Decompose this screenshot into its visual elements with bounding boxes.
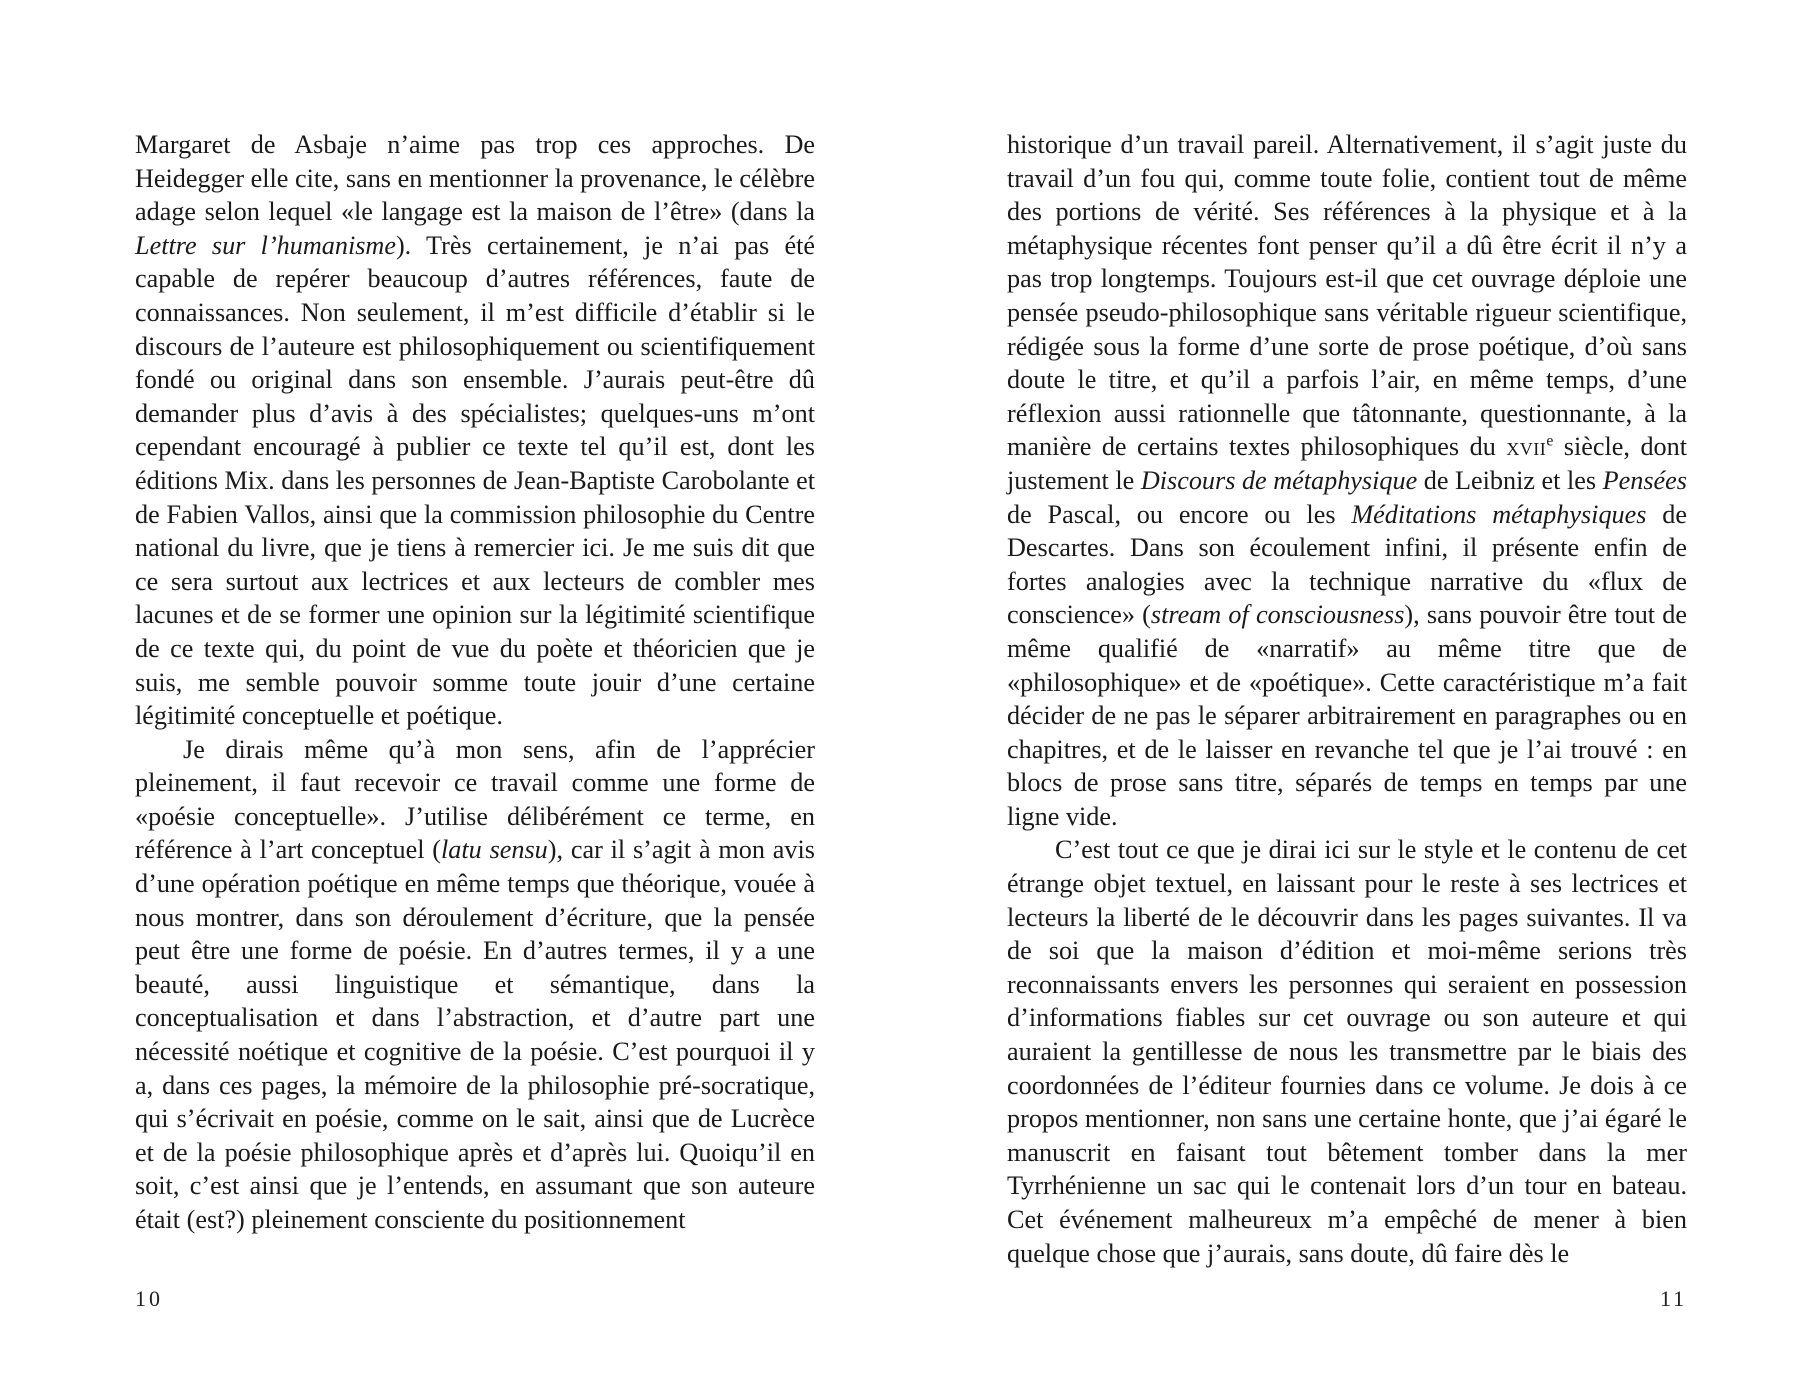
right-page-body: [1007, 128, 1687, 1270]
italic-title: Discours de métaphysique: [1140, 465, 1418, 495]
right-page: [1007, 128, 1687, 1270]
text-run: ), car il s’agit à mon avis d’une opération poétique en même temps que théorique, vouée à nous montrer, dans son déroulement d’écriture, que la pensée peut être une forme de poésie. En d’autres termes, il y a une beauté, aussi linguistique et sémantique, dans la conceptualisation et dans l’abstraction, et d’autre part une nécessité noétique et cognitive de la poésie. C’est pourquoi il y a, dans ces pages, la mémoire de la philosophie pré-socratique, qui s’écrivait en poésie, comme on le sait, ainsi que de Lucrèce et de la poésie philosophique après et d’après lui. Quoiqu’il en soit, c’est ainsi que je l’entends, en assumant que son auteure était (est?) pleinement consciente du positionnement: [135, 835, 815, 1234]
left-paragraph-2: [135, 733, 815, 1237]
text-run: de Pascal, ou encore ou les: [1007, 499, 1352, 529]
text-run: C’est tout ce que je dirai ici sur le style et le contenu de cet étrange objet textuel, en laissant pour le reste à ses lectrices et lecteurs la liberté de le découvrir dans les pages suivantes. Il va de soi que la maison d’édition et moi-même serions très reconnaissants envers les personnes qui seraient en possession d’informations fiables sur cet ouvrage ou son auteure et qui auraient la gentillesse de nous les transmettre par le biais des coordonnées de l’éditeur fournies dans ce volume. Je dois à ce propos mentionner, non sans une certaine honte, que j’ai égaré le manuscrit en faisant tout bêtement tomber dans la mer Tyrrhénienne un sac qui le contenait lors d’un tour en bateau. Cet événement malheureux m’a empêché de mener à bien quelque chose que j’aurais, sans doute, dû faire dès le: [1007, 835, 1687, 1268]
page-number-left: 10: [135, 1286, 163, 1311]
text-run: Margaret de Asbaje n’aime pas trop ces approches. De Heidegger elle cite, sans en mentionner la provenance, le célèbre adage selon lequel «le langage est la maison de l’être» (dans la: [135, 130, 815, 227]
century-numeral: xvii: [1506, 432, 1547, 462]
text-run: siècle, dont justement le: [1007, 432, 1688, 495]
italic-title: Pensées: [1602, 465, 1687, 495]
right-paragraph-1: [1007, 128, 1687, 833]
text-run: ). Très certainement, je n’ai pas été capable de repérer beaucoup d’autres références, faute de connaissances. Non seulement, il m’est difficile d’établir si le discours de l’auteure est philosophiquement ou scientifiquement fondé ou original dans son ensemble. J’aurais peut-être dû demander plus d’avis à des spécialistes; quelques-uns m’ont cependant encouragé à publier ce texte tel qu’il est, dont les éditions Mix. dans les personnes de Jean-Baptiste Carobolante et de Fabien Vallos, ainsi que la commission philosophie du Centre national du livre, que je tiens à remercier ici. Je me suis dit que ce sera surtout aux lectrices et aux lecteurs de combler mes lacunes et de se former une opinion sur la légitimité scientifique de ce texte qui, du point de vue du poète et théoricien que je suis, me semble pouvoir somme toute jouir d’une certaine légitimité conceptuelle et poétique.: [135, 230, 815, 731]
century-superscript: e: [1546, 432, 1554, 450]
italic-phrase: latu sensu: [441, 835, 548, 865]
italic-title: Méditations métaphysiques: [1351, 499, 1647, 529]
text-run: Je dirais même qu’à mon sens, afin de l’apprécier pleinement, il faut recevoir ce travail comme une forme de «poésie conceptuelle». J’utilise délibérément ce terme, en référence à l’art conceptuel (: [135, 734, 815, 865]
italic-title: Lettre sur l’humanisme: [135, 230, 396, 260]
text-run: de Descartes. Dans son écoulement infini, il présente enfin de fortes analogies avec la technique narrative du «flux de conscience» (: [1007, 499, 1688, 630]
text-run: de Leibniz et les: [1417, 465, 1603, 495]
left-paragraph-1: [135, 128, 815, 733]
right-paragraph-2: [1007, 833, 1687, 1270]
left-page-body: [135, 128, 815, 1237]
page-number-right: 11: [1660, 1286, 1688, 1311]
italic-phrase: stream of consciousness: [1150, 600, 1405, 630]
text-run: ), sans pouvoir être tout de même qualifié de «narratif» au même titre que de «philosophique» et de «poétique». Cette caractéristique m’a fait décider de ne pas le séparer arbitrairement en paragraphes ou en chapitres, et de le laisser en revanche tel que je l’ai trouvé : en blocs de prose sans titre, séparés de temps en temps par une ligne vide.: [1007, 600, 1688, 831]
left-page: [135, 128, 815, 1237]
text-run: historique d’un travail pareil. Alternativement, il s’agit juste du travail d’un fou qui, comme toute folie, contient tout de même des portions de vérité. Ses références à la physique et à la métaphysique récentes font penser qu’il a dû être écrit il n’y a pas trop longtemps. Toujours est-il que cet ouvrage déploie une pensée pseudo-philosophique sans véritable rigueur scientifique, rédigée sous la forme d’une sorte de prose poétique, d’où sans doute le titre, et qu’il a parfois l’air, en même temps, d’une réflexion aussi rationnelle que tâtonnante, questionnante, à la manière de certains textes philosophiques du: [1007, 130, 1687, 462]
